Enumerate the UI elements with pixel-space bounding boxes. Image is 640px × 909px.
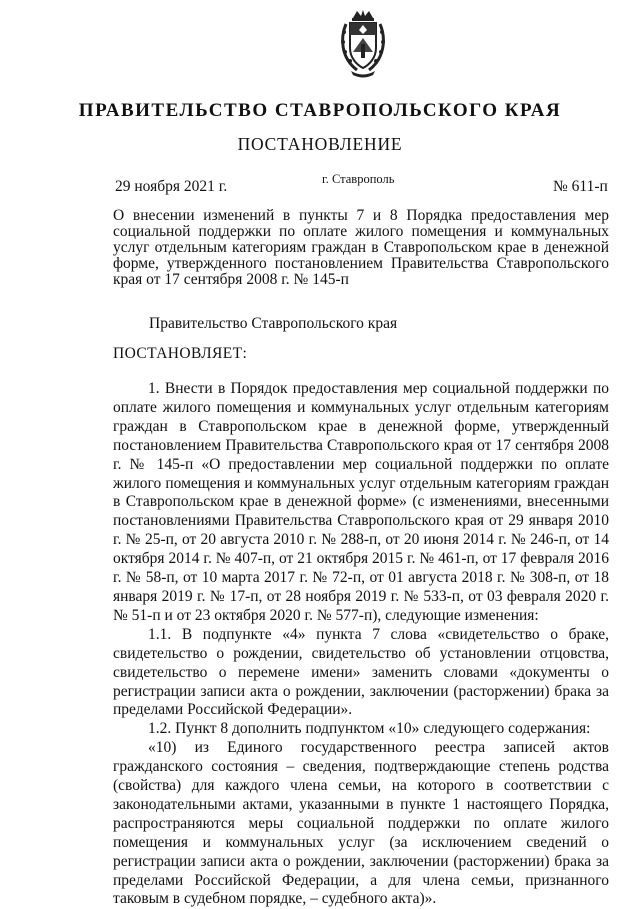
document-date: 29 ноября 2021 г. xyxy=(115,178,228,195)
document-subject: О внесении изменений в пункты 7 и 8 Порядка предоставления мер социальной поддержки по оплате жилого помещения и коммунальных услуг отдельным категориям граждан в Ставропольском крае в денежной форме, утвержденного постановлением Правительства Ставропольского края от 17 сентября 2008 г. № 145-п xyxy=(113,207,609,288)
document-type: ПОСТАНОВЛЕНИЕ xyxy=(237,134,403,154)
document-body xyxy=(113,380,609,909)
paragraph-1-2-quote: «10) из Единого государственного реестра записей актов гражданского состояния – сведения, подтверждающие степень родства (свойства) для каждого члена семьи, на которого в соответствии с законодательными актами, указанными в пункте 1 настоящего Порядка, распространяются меры социальной поддержки по оплате жилого помещения и коммунальных услуг (за исключением сведений о регистрации записи акта о рождении, заключении (расторжении) брака за пределами Российской Федерации, а для члена семьи, признанного таковым в судебном порядке, – судебного акта)». xyxy=(113,739,609,908)
preamble: Правительство Ставропольского края xyxy=(149,315,398,332)
document-number: № 611-п xyxy=(553,178,608,195)
resolves-heading: ПОСТАНОВЛЯЕТ: xyxy=(113,345,248,362)
coat-of-arms-icon xyxy=(337,8,389,80)
paragraph-1-2: 1.2. Пункт 8 дополнить подпунктом «10» следующего содержания: xyxy=(148,720,591,738)
paragraph-1-1: 1.1. В подпункте «4» пункта 7 слова «свидетельство о браке, свидетельство о рождении, свидетельство об установлении отцовства, свидетельство о перемене имени» заменить словами «документы о регистрации записи акта о рождении, заключении (расторжении) брака за пределами Российской Федерации». xyxy=(113,625,609,719)
document-city: г. Ставрополь xyxy=(322,172,395,186)
government-name: ПРАВИТЕЛЬСТВО СТАВРОПОЛЬСКОГО КРАЯ xyxy=(78,100,562,121)
paragraph-1: 1. Внести в Порядок предоставления мер социальной поддержки по оплате жилого помещения и коммунальных услуг отдельным категориям граждан в Ставропольском крае в денежной форме, утвержденный постановлением Правительства Ставропольского края от 17 сентября 2008 г. № 145-п «О предоставлении мер социальной поддержки по оплате жилого помещения и коммунальных услуг отдельным категориям граждан в Ставропольском крае в денежной форме» (с изменениями, внесенными постановлениями Правительства Ставропольского края от 29 января 2010 г. № 25-п, от 20 августа 2010 г. № 288-п, от 20 июня 2014 г. № 246-п, от 14 октября 2014 г. № 407-п, от 21 октября 2015 г. № 461-п, от 17 февраля 2016 г. № 58-п, от 10 марта 2017 г. № 72-п, от 01 августа 2018 г. № 308-п, от 18 января 2019 г. № 17-п, от 28 ноября 2019 г. № 533-п, от 03 февраля 2020 г. № 51-п и от 23 октября 2020 г. № 577-п), следующие изменения: xyxy=(113,380,609,624)
